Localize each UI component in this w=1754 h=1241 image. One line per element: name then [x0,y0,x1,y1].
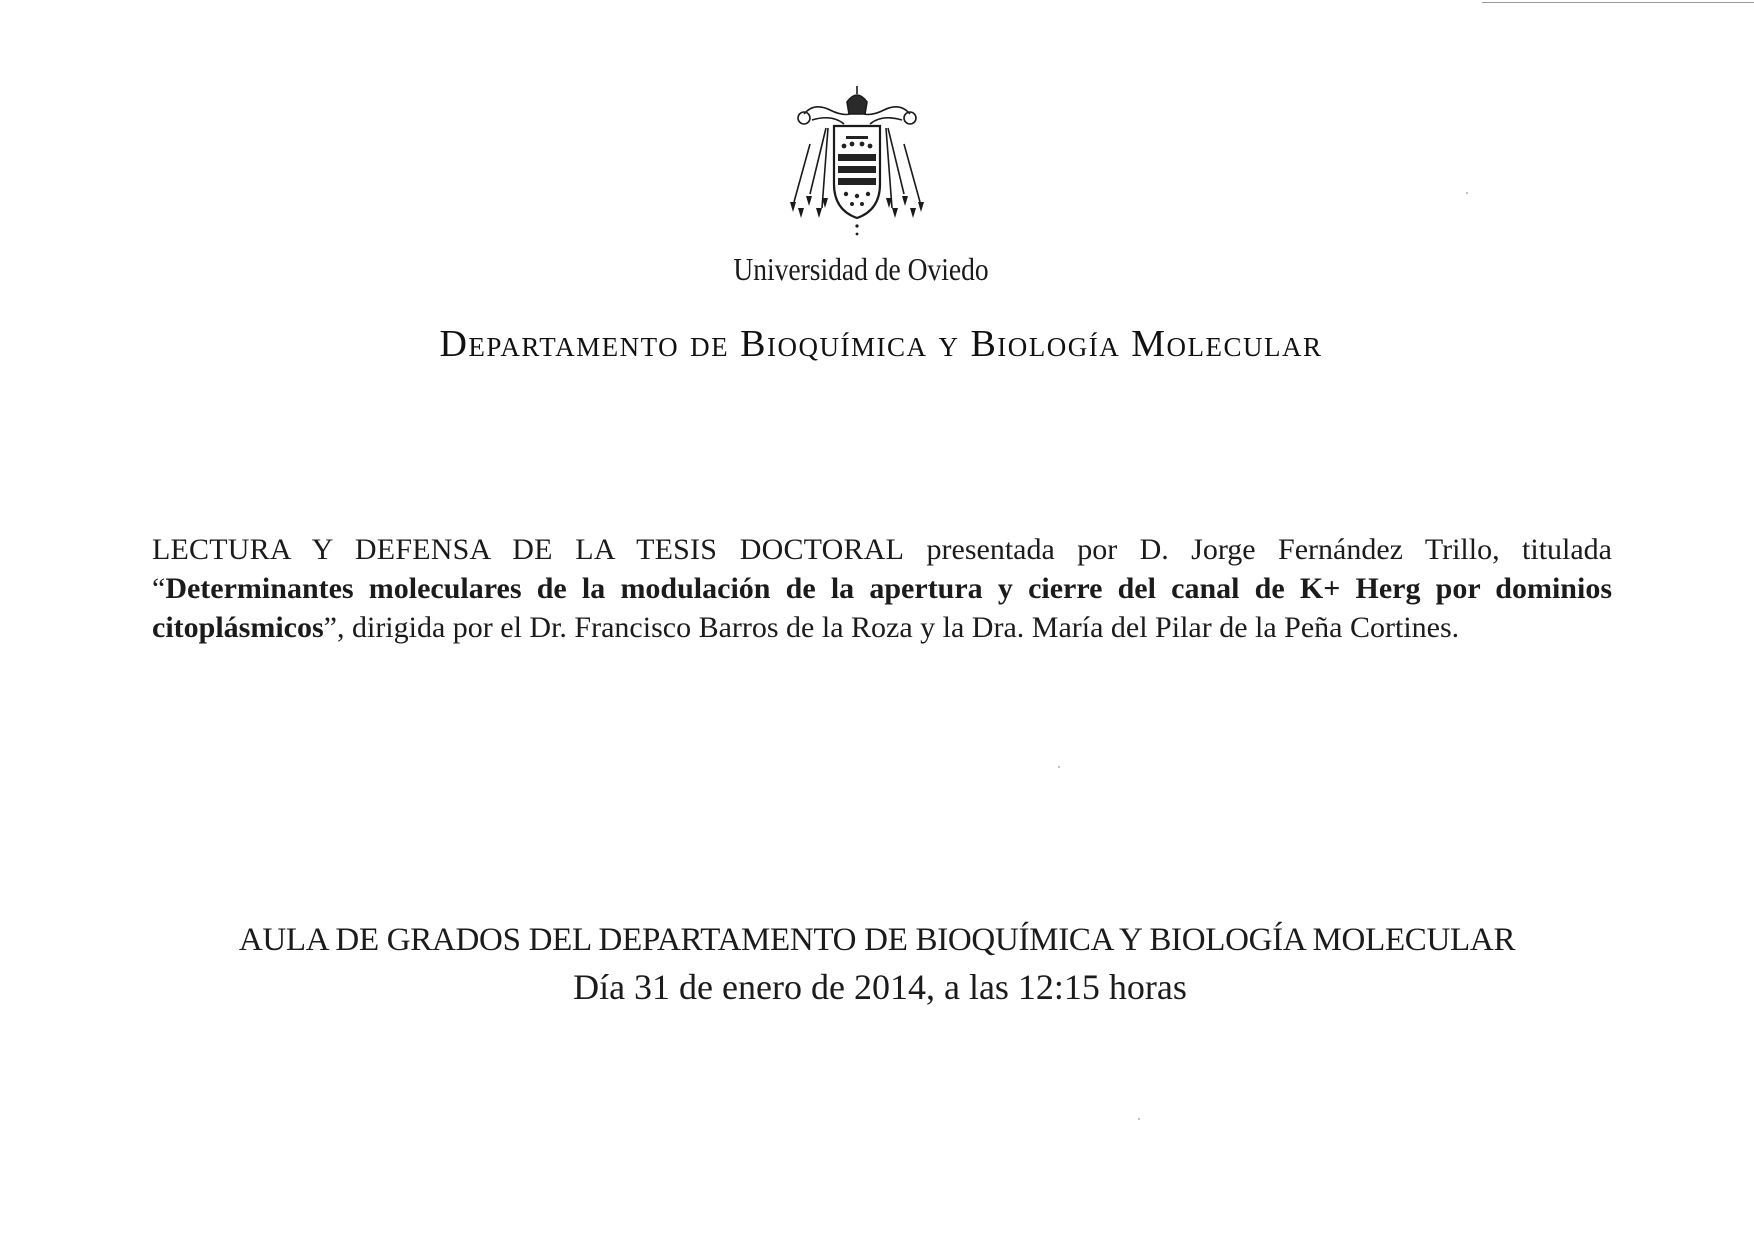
close-quote: ” [323,611,337,644]
presented-by-text: presentada por D. Jorge Fernández Trillo, titulada [904,533,1612,566]
university-coat-of-arms-icon [782,84,932,244]
university-name: Universidad de Oviedo [733,251,989,287]
scan-speck [1138,1118,1140,1120]
scan-edge-line [1482,2,1754,3]
department-name: Departamento de Bioquímica y Biología Molecular [439,323,1323,365]
thesis-title: Determinantes moleculares de la modulación de la apertura y cierre del canal de K+ Herg por dominios citoplásmicos [152,572,1612,644]
event-datetime: Día 31 de enero de 2014, a las 12:15 horas [573,967,1187,1007]
thesis-announcement [152,530,1612,647]
open-quote: “ [152,572,166,605]
scan-speck [1466,192,1468,194]
directed-by-text: , dirigida por el Dr. Francisco Barros de la Roza y la Dra. María del Pilar de la Peña Cortines. [336,611,1460,644]
event-venue: AULA DE GRADOS DEL DEPARTAMENTO DE BIOQUÍMICA Y BIOLOGÍA MOLECULAR [238,922,1516,958]
announcement-lead: LECTURA Y DEFENSA DE LA TESIS DOCTORAL [152,533,905,566]
scan-speck [1058,766,1060,768]
